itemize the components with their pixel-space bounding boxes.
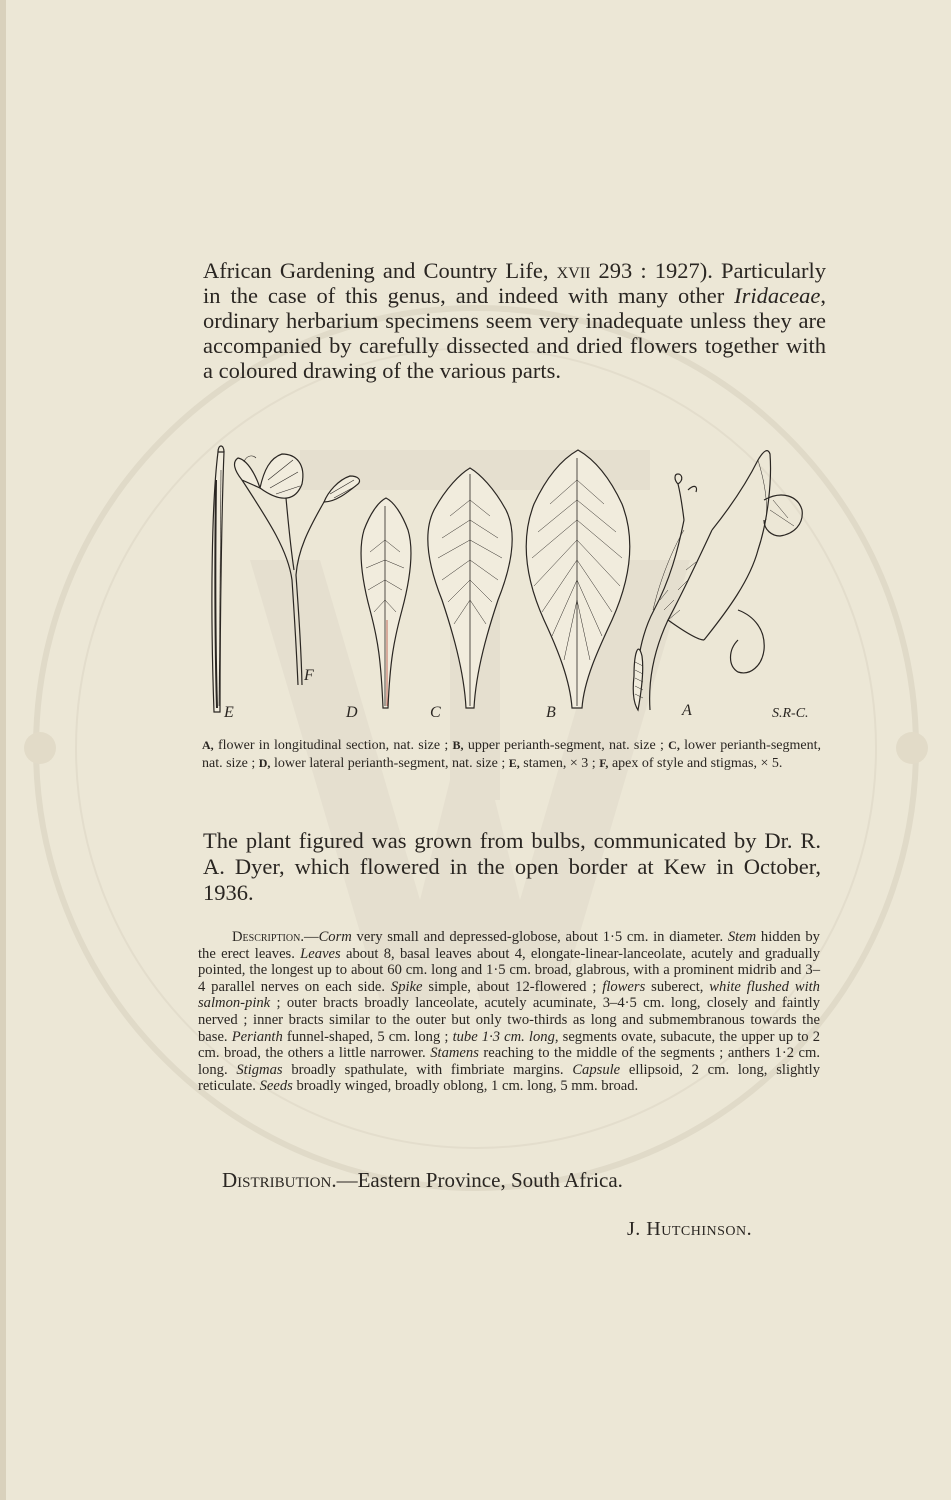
desc-perianth-label: Perianth (231, 1028, 283, 1045)
desc-bracts-text: ; outer bracts broadly lanceolate, acutely acuminate, 3–4·5 cm. long, closely and faintly nerved ; inner bracts similar to the outer but only two-thirds as long and submembranous towards the base. (198, 995, 820, 1045)
caption-text-e: stamen, × 3 ; (519, 755, 600, 771)
caption-text-a: flower in longitudinal section, nat. size ; (213, 738, 453, 753)
desc-stamens-text: reaching to the middle of the segments ; anthers 1·2 cm. long. (198, 1045, 820, 1078)
author-name: J. Hutchinson. (627, 1218, 753, 1240)
figure-label-b: B (546, 704, 556, 721)
desc-stigmas-label: Stigmas (236, 1061, 283, 1078)
desc-capsule-text: ellipsoid, 2 cm. long, slightly reticulate. (198, 1061, 820, 1095)
desc-stem-text: hidden by the erect leaves. (198, 929, 820, 962)
intro-paragraph (203, 258, 826, 383)
desc-corm-label: Corm (318, 929, 352, 945)
intro-family: Iridaceae (734, 283, 821, 308)
figure-e-stamen (212, 446, 224, 712)
desc-perianth-text: funnel-shaped, 5 cm. long ; (282, 1028, 453, 1045)
caption-text-d: lower lateral perianth-segment, nat. size ; (270, 755, 509, 771)
distribution-line (222, 1167, 623, 1193)
desc-leaves-text: about 8, basal leaves about 4, elongate-linear-lanceolate, acutely and gradually pointed, the longest up to about 60 cm. long and 1·5 cm. broad, glabrous, with a prominent midrib and 3–4 parallel nerves on each side. (198, 945, 820, 995)
desc-seeds-label: Seeds (259, 1078, 293, 1095)
plant-paragraph: The plant figured was grown from bulbs, communicated by Dr. R. A. Dyer, which flowered in the open border at Kew in October, 1936. (203, 828, 821, 905)
desc-seeds-text: broadly winged, broadly oblong, 1 cm. long, 5 mm. broad. (292, 1078, 639, 1095)
caption-key-b: B, (452, 738, 464, 752)
distribution-text: Eastern Province, South Africa. (357, 1168, 623, 1192)
figure-c-segment (428, 468, 512, 708)
intro-text-2: 293 : 1927). Particularly in the case of this genus, and indeed with many other (203, 258, 826, 308)
description-paragraph (198, 929, 820, 1095)
intro-volume: xvii (556, 258, 591, 283)
figure-label-d: D (346, 704, 358, 721)
desc-leaves-label: Leaves (300, 945, 341, 962)
botanical-illustration (198, 440, 828, 725)
figure-artist-initials: S.R-C. (772, 706, 809, 721)
figure-b-segment (526, 450, 629, 708)
intro-text-3: , ordinary herbarium specimens seem very inadequate unless they are accompanied by carefully dissected and dried flowers together with a coloured drawing of the various parts. (203, 283, 826, 383)
caption-text-f: apex of style and stigmas, × 5. (608, 755, 783, 771)
desc-flowers-label: flowers (602, 978, 646, 995)
caption-key-f: F, (599, 755, 609, 770)
intro-text-1: African Gardening and Country Life, (203, 258, 557, 283)
desc-capsule-label: Capsule (572, 1061, 621, 1078)
caption-key-d: D, (258, 755, 271, 770)
figure-label-e: E (224, 704, 234, 721)
desc-tube-text: , segments ovate, subacute, the upper up to 2 cm. broad, the others a little narrower. (198, 1028, 821, 1062)
figure-d-segment (361, 498, 411, 708)
desc-spike-label: Spike (390, 978, 423, 995)
desc-stigmas-text: broadly spathulate, with fimbriate margins. (282, 1061, 573, 1078)
desc-flowers-color: white flushed with salmon-pink (198, 978, 820, 1012)
desc-tube-label: tube 1·3 cm. long (452, 1028, 555, 1045)
caption-key-a: A, (202, 738, 214, 752)
description-heading: Description.— (232, 929, 319, 945)
figure-caption (202, 737, 821, 772)
desc-corm-text: very small and depressed-globose, about 1·5 cm. in diameter. (351, 929, 728, 945)
figure-a-flower (633, 451, 802, 710)
desc-stamens-label: Stamens (430, 1045, 479, 1062)
figure-label-a: A (682, 702, 692, 719)
caption-text-b: upper perianth-segment, nat. size ; (463, 738, 669, 753)
figure-f-style (235, 454, 360, 685)
figure-label-f: F (304, 667, 314, 684)
caption-key-e: E, (508, 755, 520, 770)
desc-spike-text: simple, about 12-flowered ; (422, 978, 603, 995)
figure-label-c: C (430, 704, 441, 721)
distribution-label: Distribution.— (222, 1168, 358, 1192)
desc-flowers-text: suberect, (645, 978, 710, 995)
caption-key-c: C, (668, 738, 680, 752)
caption-text-c: lower perianth-segment, nat. size ; (202, 738, 821, 771)
desc-stem-label: Stem (727, 929, 757, 945)
author-signature (627, 1217, 752, 1241)
